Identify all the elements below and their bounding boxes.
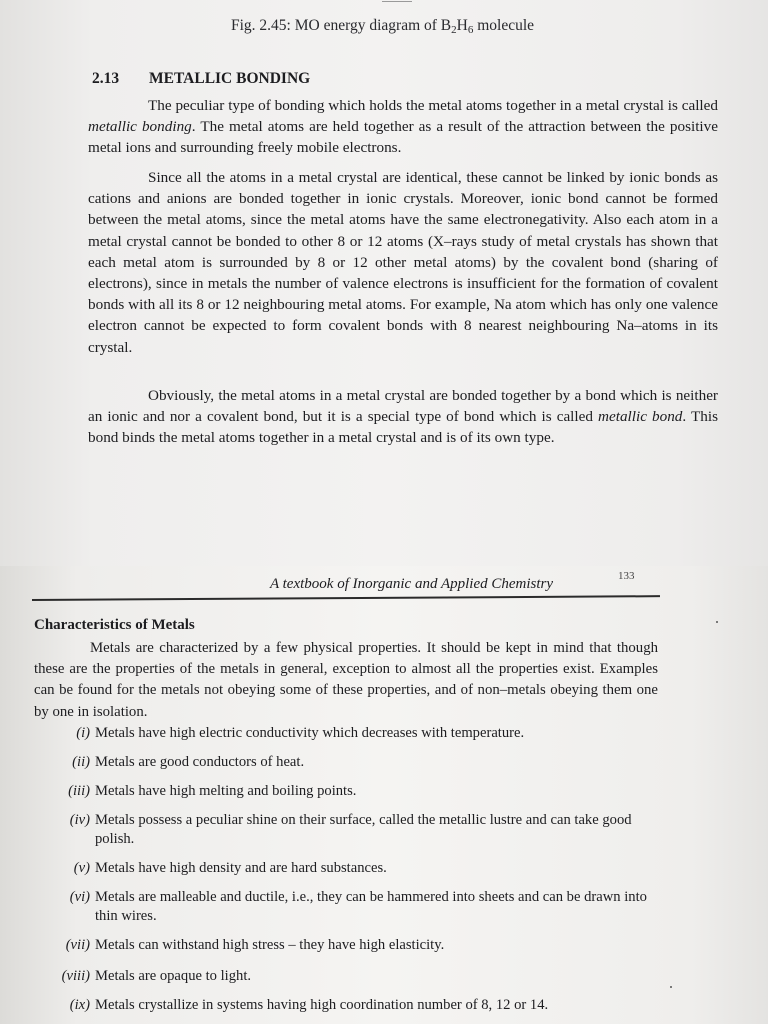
property-item [44,811,664,849]
section-title: METALLIC BONDING [149,70,311,87]
property-marker: (i) [76,725,90,741]
property-text: Metals have high melting and boiling points. [95,783,357,799]
caption-prefix: Fig. 2.45: MO energy diagram of B [231,17,452,34]
paragraph-metallic-bond-conclusion: Obviously, the metal atoms in a metal crystal are bonded together by a bond which is neither an ionic and nor a covalent bond, but it is a special type of bond which is called metallic bond. This bond binds the metal atoms together in a metal crystal and is of its own type. [88,387,718,447]
property-marker: (vii) [65,937,90,953]
figure-caption [231,17,534,36]
property-marker: (vi) [69,889,90,905]
paragraph-metallic-bonding-definition: The peculiar type of bonding which holds the metal atoms together in a metal crystal is called metallic bonding. The metal atoms are held together as a result of the attraction between the positive metal ions and surrounding freely mobile electrons. [88,97,718,157]
paragraph-identical-atoms: Since all the atoms in a metal crystal are identical, these cannot be linked by ionic bonds as cations and anions are bonded together in ionic crystals. Moreover, ionic bond cannot be formed between the metal atoms, since the metal atoms have the same electronegativity. Also each atom in a metal crystal cannot be bonded to other 8 or 12 atoms (X–rays study of metal crystals has shown that each metal atom is surrounded by 8 or 12 other metal atoms) by the covalent bond (sharing of electrons), since in metals the number of valence electrons is insufficient for the formation of covalent bonds with all its 8 or 12 neighbouring metal atoms. For example, Na atom which has only one valence electron cannot be expected to form covalent bonds with 8 nearest neighbouring Na–atoms in its crystal. [88,169,718,356]
property-text: Metals crystallize in systems having high coordination number of 8, 12 or 14. [95,997,549,1013]
caption-mid: H [456,17,468,34]
property-item [44,967,664,986]
property-text: Metals have high density and are hard substances. [95,860,387,876]
cut-off-text-fragment [382,0,412,2]
caption-subscript-1: 2 [451,24,457,36]
property-text: Metals are opaque to light. [95,968,252,984]
section-number: 2.13 [92,70,120,87]
property-item [44,996,664,1015]
caption-subscript-2: 6 [467,24,474,36]
running-header: A textbook of Inorganic and Applied Chemistry [270,576,554,592]
paper-speck [716,621,718,623]
property-item [44,936,664,955]
header-rule [32,595,660,601]
property-text: Metals are malleable and ductile, i.e., they can be hammered into sheets and can be drawn into thin wires. [95,889,647,924]
lower-page-photo [0,566,768,1024]
property-item [44,888,664,926]
property-text: Metals have high electric conductivity which decreases with temperature. [95,725,525,741]
paper-speck [670,986,672,988]
emphasis-metallic-bonding: metallic bonding [88,118,192,136]
properties-list [44,724,664,1015]
property-marker: (ix) [69,997,90,1013]
section-heading [92,70,310,88]
property-marker: (ii) [72,754,90,770]
property-marker: (iv) [69,812,90,828]
property-text: Metals are good conductors of heat. [95,754,305,770]
characteristics-heading: Characteristics of Metals [34,617,195,633]
caption-suffix: molecule [473,17,535,34]
property-text: Metals possess a peculiar shine on their surface, called the metallic lustre and can take good polish. [95,812,632,847]
property-text: Metals can withstand high stress – they have high elasticity. [95,937,445,953]
property-item [44,753,664,772]
property-item [44,859,664,878]
emphasis-metallic-bond: metallic bond [598,408,683,426]
property-item [44,724,664,743]
property-item [44,782,664,801]
page-number: 133 [618,570,635,582]
characteristics-intro: Metals are characterized by a few physical properties. It should be kept in mind that though these are the properties of the metals in general, exception to almost all the properties exist. Examples can be found for the metals not obeying some of these properties, and of non–metals obeying them one by one in isolation. [34,640,658,720]
property-marker: (viii) [61,968,90,984]
property-marker: (iii) [68,783,90,799]
property-marker: (v) [73,860,90,876]
